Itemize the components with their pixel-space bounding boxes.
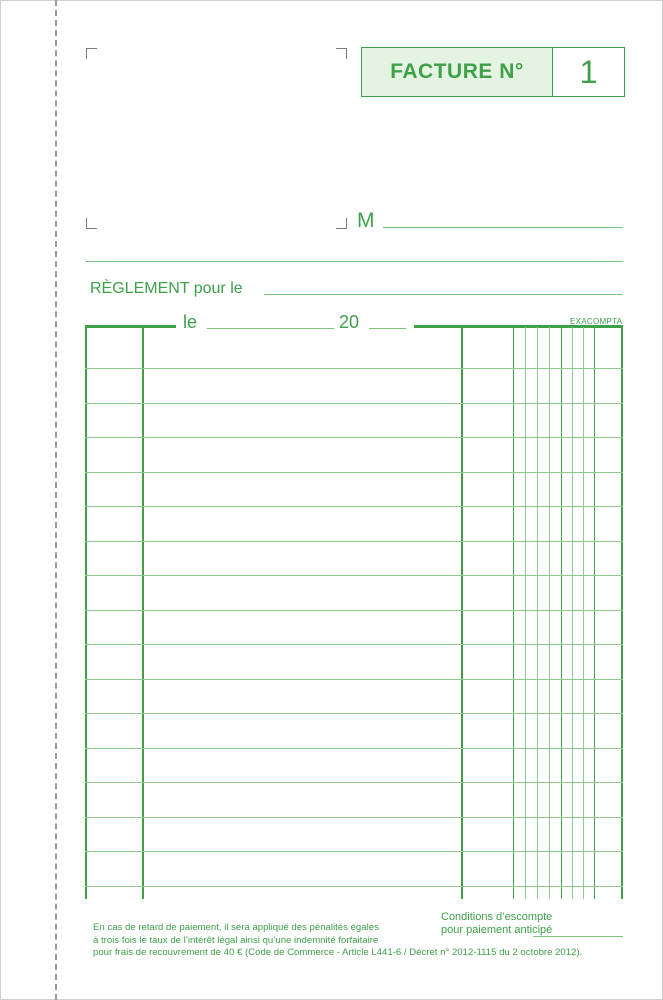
table-column-divider: [513, 327, 514, 899]
table-column-divider: [594, 327, 595, 899]
table-subcolumn-line: [537, 327, 538, 899]
invoice-title: FACTURE N°: [362, 48, 553, 96]
table-subcolumn-line: [583, 327, 584, 899]
table-column-divider: [561, 327, 562, 899]
table-row[interactable]: [85, 506, 623, 507]
conditions-field-line[interactable]: [533, 936, 623, 937]
table-column-divider: [142, 327, 144, 899]
reglement-field-line[interactable]: [264, 294, 623, 295]
notice-line: En cas de retard de paiement, il sera appliqué des pénalités égales: [93, 922, 379, 933]
table-row[interactable]: [85, 748, 623, 749]
invoice-number[interactable]: 1: [579, 53, 598, 90]
table-subcolumn-line: [572, 327, 573, 899]
table-border-right: [621, 327, 623, 899]
table-subcolumn-line: [549, 327, 550, 899]
table-row[interactable]: [85, 610, 623, 611]
table-row[interactable]: [85, 886, 623, 887]
table-row[interactable]: [85, 368, 623, 369]
table-row[interactable]: [85, 713, 623, 714]
table-row[interactable]: [85, 817, 623, 818]
recipient-label: M: [357, 209, 375, 232]
table-row[interactable]: [85, 575, 623, 576]
reglement-label: RÈGLEMENT pour le: [90, 280, 243, 297]
table-row[interactable]: [85, 679, 623, 680]
table-border-left: [85, 327, 87, 899]
table-row[interactable]: [85, 782, 623, 783]
table-row[interactable]: [85, 403, 623, 404]
recipient-field-line[interactable]: [383, 227, 623, 228]
notice-line: à trois fois le taux de l’intérêt légal ainsi qu’une indemnité forfaitaire: [93, 934, 379, 946]
year-prefix: 20: [339, 312, 360, 332]
table-subcolumn-line: [525, 327, 526, 899]
address-corner-bottom-left: [86, 218, 97, 229]
notice-line: pour frais de recouvrement de 40 € (Code de Commerce - Article L441-6 / Décret n° 2012-1115 du 2 octobre 2012).: [93, 947, 583, 958]
address-corner-bottom-right: [336, 218, 347, 229]
table-row[interactable]: [85, 851, 623, 852]
address-divider: [86, 261, 623, 262]
invoice-number-box: [361, 47, 625, 97]
address-corner-top-right: [336, 48, 347, 59]
brand-label: EXACOMPTA: [570, 317, 623, 326]
address-corner-top-left: [86, 48, 97, 59]
perforation-line: [55, 0, 57, 1000]
table-column-divider: [461, 327, 463, 899]
conditions-line: Conditions d’escompte: [441, 911, 553, 923]
date-label: le: [183, 312, 198, 332]
discount-conditions: [441, 911, 552, 937]
table-row[interactable]: [85, 541, 623, 542]
table-row[interactable]: [85, 644, 623, 645]
table-row[interactable]: [85, 472, 623, 473]
conditions-line: pour paiement anticipé: [441, 924, 553, 936]
table-row[interactable]: [85, 437, 623, 438]
invoice-lines-table: [85, 327, 623, 899]
